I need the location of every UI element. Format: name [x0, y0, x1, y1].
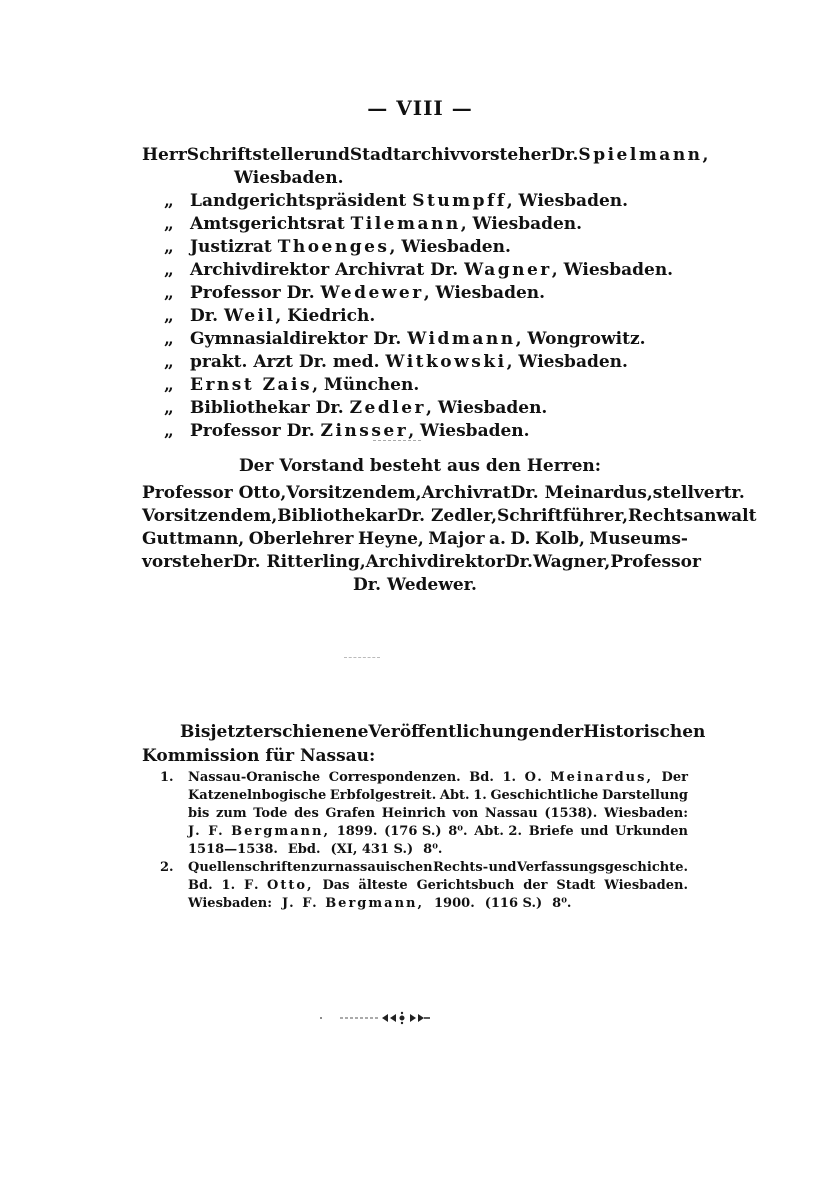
board-word: Schriftführer,	[497, 506, 629, 526]
publication-word: Wiesbaden.	[604, 878, 688, 893]
member-name: Wagner	[464, 260, 552, 280]
publication-word: Der	[661, 770, 688, 785]
publication-line	[188, 769, 688, 787]
member-place: , Wiesbaden.	[506, 352, 628, 372]
publication-word: der	[523, 878, 548, 893]
publication-word: J. F. Bergmann,	[282, 896, 425, 911]
member-title: Bibliothekar Dr.	[190, 398, 350, 418]
board-word: Wagner,	[532, 552, 611, 572]
board-word: Kolb,	[534, 529, 585, 549]
board-line	[142, 551, 701, 574]
publication-word: Das	[322, 878, 350, 893]
publication-entry	[160, 769, 688, 859]
ditto-mark: „	[164, 306, 174, 326]
publications-heading	[142, 720, 706, 768]
board-word: Archivrat	[421, 483, 511, 503]
publications-heading-line	[142, 744, 688, 768]
publication-word: O. Meinardus,	[524, 770, 653, 785]
board-word: Oberlehrer	[248, 529, 354, 549]
publication-word: 8⁰.	[423, 842, 443, 857]
board-word: Dr. Zedler,	[397, 506, 497, 526]
publications-list	[160, 769, 688, 913]
publication-word: und	[488, 860, 517, 875]
publication-word: Rechts-	[432, 860, 489, 875]
member-entry	[142, 190, 702, 213]
board-word: Museums-	[589, 529, 688, 549]
ditto-mark: „	[164, 191, 174, 211]
heading-word: Historischen	[583, 722, 706, 742]
ditto-mark: „	[164, 214, 174, 234]
publication-word: J. F. Bergmann,	[188, 824, 330, 839]
publication-word: 1.	[221, 878, 236, 893]
board-word: Dr. Meinardus,	[510, 483, 653, 503]
end-ornament	[318, 1010, 458, 1026]
publication-word: Heinrich	[381, 806, 446, 821]
ditto-mark: „	[164, 421, 174, 441]
member-name: Witkowski	[385, 352, 507, 372]
member-text	[190, 282, 545, 305]
member-title: Archivdirektor Archivrat Dr.	[190, 260, 465, 280]
publication-line	[188, 895, 688, 913]
publication-word: 8⁰.	[448, 824, 468, 839]
member-place: , Wiesbaden.	[423, 283, 546, 303]
member-place: , München.	[312, 375, 420, 395]
member-name: Ernst Zais	[190, 375, 313, 395]
member-list	[142, 144, 711, 443]
board-word: Dr.	[504, 552, 533, 572]
member-name: Stumpff	[412, 191, 507, 211]
board-word: Professor	[610, 552, 701, 572]
publication-word: und	[580, 824, 609, 839]
publication-word: Bd.	[188, 878, 213, 893]
member-entry	[142, 397, 702, 420]
board-line	[142, 528, 688, 551]
member-text	[190, 213, 582, 236]
heading-word: Kommission für Nassau:	[142, 746, 376, 766]
member-name: Zinsser	[320, 421, 409, 441]
publication-word: Darstellung	[601, 788, 688, 803]
publication-word: F. Otto,	[244, 878, 314, 893]
member-text	[190, 351, 628, 374]
publication-line	[188, 805, 688, 823]
publication-word: Abt. 2.	[474, 824, 523, 839]
publication-word: Katzenelnbogische	[188, 788, 327, 803]
ditto-mark: „	[164, 283, 174, 303]
board-word: Vorsitzendem,	[142, 506, 278, 526]
publications-heading-line	[142, 720, 706, 744]
publication-word: Correspondenzen.	[328, 770, 461, 785]
publication-word: 1899.	[336, 824, 378, 839]
heading-word: erschienene	[252, 722, 369, 742]
publication-word: nassauischen	[334, 860, 433, 875]
publication-word: Ebd.	[287, 842, 321, 857]
publication-word: Stadt	[556, 878, 596, 893]
publication-line	[188, 823, 688, 841]
member-place: , Wongrowitz.	[515, 329, 646, 349]
member-text	[190, 259, 673, 282]
publication-word: Tode	[253, 806, 288, 821]
member-entry	[142, 420, 702, 443]
member-text	[190, 305, 375, 328]
publication-word: Bd.	[469, 770, 494, 785]
ditto-mark: „	[164, 329, 174, 349]
member-place: , Wiesbaden.	[408, 421, 530, 441]
publication-word: Nassau-Oranische	[188, 770, 321, 785]
member-entry	[142, 259, 702, 282]
member-text	[190, 374, 419, 397]
publication-word: des	[294, 806, 319, 821]
publication-word: Nassau	[484, 806, 538, 821]
member-text	[190, 397, 547, 420]
member-entry	[142, 328, 702, 351]
member-place: , Kiedrich.	[275, 306, 376, 326]
publication-word: Geschichtliche	[490, 788, 599, 803]
publication-word: 1900.	[434, 896, 475, 911]
ditto-mark: „	[164, 260, 174, 280]
board-word: stellvertr.	[652, 483, 745, 503]
publication-word: Gerichtsbuch	[416, 878, 515, 893]
board-word: Heyne,	[357, 529, 424, 549]
member-title: Gymnasialdirektor Dr.	[190, 329, 408, 349]
member-title: Landgerichtspräsident	[190, 191, 413, 211]
board-last-line: Dr. Wedewer.	[353, 575, 477, 595]
member-place: , Wiesbaden.	[425, 398, 548, 418]
publication-entry	[160, 859, 688, 913]
publication-word: Erbfolgestreit.	[329, 788, 437, 803]
board-line	[142, 505, 757, 528]
publication-word: (116 S.)	[484, 896, 543, 911]
publication-word: Wiesbaden:	[603, 806, 688, 821]
publication-word: bis	[188, 806, 210, 821]
publication-word: Verfassungsgeschichte.	[516, 860, 688, 875]
publication-body	[188, 769, 688, 859]
ditto-mark: „	[164, 237, 174, 257]
board-word: Bibliothekar	[277, 506, 397, 526]
heading-word: der	[551, 722, 584, 742]
separator-rule-small	[344, 657, 380, 658]
board-word: vorsteher	[142, 552, 233, 572]
ornament-icon	[318, 1010, 458, 1026]
publication-word: von	[452, 806, 479, 821]
board-word: Dr. Ritterling,	[232, 552, 366, 572]
publication-number: 2.	[160, 860, 174, 875]
publication-word: Abt.	[439, 788, 470, 803]
publication-word: 1.	[502, 770, 517, 785]
board-word: Vorsitzendem,	[286, 483, 422, 503]
member-name: Weil	[223, 306, 276, 326]
publication-word: Briefe	[528, 824, 574, 839]
member-entry-first-cont: Wiesbaden.	[234, 168, 344, 188]
publication-line	[188, 859, 688, 877]
publication-word: Quellenschriften	[188, 860, 311, 875]
member-text	[190, 328, 646, 351]
publication-word: Grafen	[325, 806, 376, 821]
member-entry	[142, 374, 702, 397]
ditto-mark: „	[164, 398, 174, 418]
separator-rule	[373, 440, 421, 441]
member-place: , Wiesbaden.	[389, 237, 511, 257]
publication-word: 1518—1538.	[188, 842, 278, 857]
publication-word: 8⁰.	[552, 896, 572, 911]
member-entry	[142, 351, 702, 374]
board-word: D.	[510, 529, 531, 549]
publication-word: (1538).	[544, 806, 598, 821]
member-title: Professor Dr.	[190, 283, 321, 303]
board-heading: Der Vorstand besteht aus den Herren:	[238, 456, 602, 476]
publication-word: (176 S.)	[384, 824, 442, 839]
member-name: Thoenges	[277, 237, 390, 257]
page-number: — VIII —	[367, 96, 473, 120]
member-name: Tilemann	[350, 214, 461, 234]
publication-word: Wiesbaden:	[188, 896, 273, 911]
heading-word: Bis	[180, 722, 211, 742]
board-word: a.	[489, 529, 506, 549]
publication-word: (XI, 431 S.)	[330, 842, 414, 857]
member-title: Dr.	[190, 306, 224, 326]
member-entry	[142, 282, 702, 305]
board-word: Archivdirektor	[365, 552, 505, 572]
publication-word: zur	[310, 860, 335, 875]
publication-word: Urkunden	[615, 824, 688, 839]
publication-number: 1.	[160, 770, 174, 785]
member-text	[190, 420, 530, 443]
member-name: Widmann	[407, 329, 516, 349]
board-line	[142, 482, 745, 505]
member-entry-first: Herr Schriftsteller und Stadtarchivvorsteher Dr. Spielmann,	[142, 145, 711, 165]
board-paragraph	[142, 482, 757, 597]
publication-word: zum	[216, 806, 247, 821]
publication-word: 1.	[473, 788, 487, 803]
member-text	[190, 190, 628, 213]
publication-line	[188, 787, 688, 805]
board-word: Major	[428, 529, 485, 549]
member-place: , Wiesbaden.	[460, 214, 583, 234]
member-name: Wedewer	[320, 283, 424, 303]
member-title: prakt. Arzt Dr. med.	[190, 352, 386, 372]
member-title: Justizrat	[190, 237, 278, 257]
publication-body	[188, 859, 688, 913]
heading-word: Veröffentlichungen	[368, 722, 552, 742]
board-word: Rechtsanwalt	[628, 506, 757, 526]
member-title: Amtsgerichtsrat	[190, 214, 351, 234]
member-name: Zedler	[349, 398, 426, 418]
member-text	[190, 236, 511, 259]
heading-word: jetzt	[210, 722, 253, 742]
publication-word: älteste	[358, 878, 408, 893]
ditto-mark: „	[164, 352, 174, 372]
publication-line	[188, 841, 688, 859]
ditto-mark: „	[164, 375, 174, 395]
member-title: Professor Dr.	[190, 421, 321, 441]
member-entry	[142, 305, 702, 328]
member-entry	[142, 236, 702, 259]
board-word: Professor Otto,	[142, 483, 287, 503]
member-place: , Wiesbaden.	[506, 191, 629, 211]
board-word: Guttmann,	[142, 529, 245, 549]
publication-line	[188, 877, 688, 895]
member-entry	[142, 213, 702, 236]
member-place: , Wiesbaden.	[551, 260, 674, 280]
